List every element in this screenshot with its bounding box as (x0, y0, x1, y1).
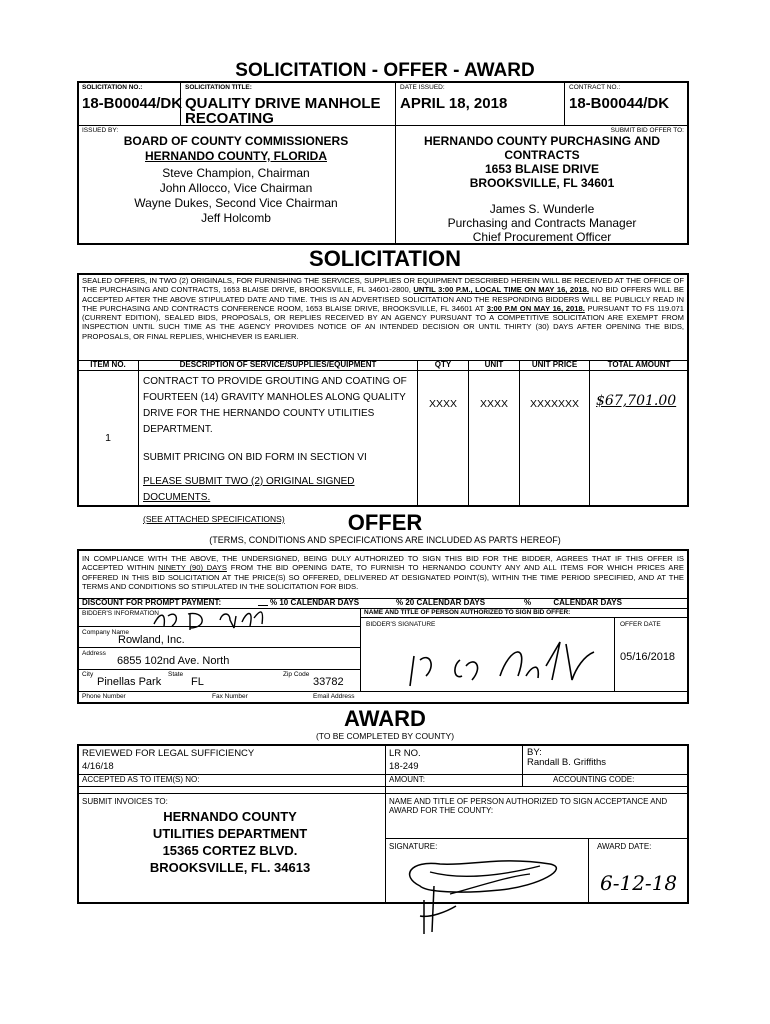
accounting-code-label: ACCOUNTING CODE: (553, 775, 635, 784)
discount-calendar-days: % CALENDAR DAYS (524, 598, 622, 607)
col-item-no: ITEM NO. (90, 360, 126, 369)
county-signature-label: SIGNATURE: (389, 842, 438, 851)
item-no: 1 (105, 432, 111, 444)
solicitation-no: 18-B00044/DK (82, 95, 183, 112)
award-date-value: 6-12-18 (600, 871, 678, 895)
desc-line-3: DRIVE FOR THE HERNANDO COUNTY UTILITIES (143, 408, 375, 419)
unit-value: XXXX (479, 398, 508, 410)
unit-price-value: XXXXXXX (529, 398, 580, 410)
col-unit: UNIT (484, 360, 504, 369)
qty-value: XXXX (428, 398, 457, 410)
discount-20-days: % 20 CALENDAR DAYS (396, 598, 486, 607)
desc-submit-pricing: SUBMIT PRICING ON BID FORM IN SECTION VI (143, 452, 367, 463)
submit-to-street: 1653 BLAISE DRIVE (484, 162, 600, 176)
solicitation-title-line2: RECOATING (185, 110, 274, 127)
contract-no: 18-B00044/DK (569, 95, 670, 112)
city-label: City (82, 671, 94, 678)
date-issued: APRIL 18, 2018 (400, 95, 508, 112)
county-signature (390, 846, 580, 936)
solicitation-terms (82, 276, 684, 341)
invoice-department: UTILITIES DEPARTMENT (152, 826, 308, 841)
total-amount-handwritten: $67,701.00 (596, 393, 677, 409)
submit-invoices-label: SUBMIT INVOICES TO: (82, 797, 168, 806)
col-qty: QTY (434, 360, 452, 369)
submit-to-manager-title: Purchasing and Contracts Manager (447, 216, 637, 230)
terms-part3: PURSUANT TO FS 119.071 (CURRENT EDITION), SEALED BIDS, PROPOSALS, OR REPLIES RECEIVED BY AN AGENCY PURSUANT TO A COMPETITIVE SOLICITATION ARE EXEMPT FROM INSPECTION UNTIL SUCH TIME AS THE AGENCY PROVIDES NOTICE OF AN INTENDED DECISION OR UNTIL THIRTY (30) DAYS AFTER OPENING THE BIDS, PROPOSALS, OR FINAL REPLIES, WHICHEVER IS EARLIER. (82, 303, 685, 341)
bidder-signature-label: BIDDER'S SIGNATURE (366, 621, 436, 628)
phone-label: Phone Number (82, 693, 126, 700)
item-description (143, 374, 415, 527)
offer-subheading: (TERMS, CONDITIONS AND SPECIFICATIONS ARE INCLUDED AS PARTS HEREOF) (209, 535, 561, 545)
legal-sufficiency-date: 4/16/18 (82, 761, 114, 772)
city-value: Pinellas Park (97, 676, 162, 688)
desc-line-1: CONTRACT TO PROVIDE GROUTING AND COATING OF (143, 376, 407, 387)
state-value: FL (191, 676, 204, 688)
solicitation-no-label: SOLICITATION NO.: (82, 84, 143, 91)
desc-submit-originals: PLEASE SUBMIT TWO (2) ORIGINAL SIGNED DOCUMENTS. (143, 476, 355, 503)
deadline-text: UNTIL 3:00 P.M., LOCAL TIME ON MAY 16, 2018. (413, 285, 589, 295)
address-value: 6855 102nd Ave. North (117, 655, 230, 667)
zip-value: 33782 (313, 676, 344, 688)
accepted-items-label: ACCEPTED AS TO ITEM(S) NO: (82, 775, 200, 784)
contract-no-label: CONTRACT NO.: (569, 84, 621, 91)
solicitation-title-label: SOLICITATION TITLE: (185, 84, 252, 91)
award-heading: AWARD (344, 706, 426, 731)
zip-label: Zip Code (283, 671, 310, 678)
county-name-title-label: NAME AND TITLE OF PERSON AUTHORIZED TO SIGN ACCEPTANCE AND AWARD FOR THE COUNTY: (389, 797, 668, 815)
offer-terms-b: FROM THE BID OPENING DATE, TO FURNISH TO HERNANDO COUNTY ANY AND ALL ITEMS FOR WHICH PRICES ARE OFFERED IN THIS BID SOLICITATION AT THE PRICE(S) SO OFFERED, DELIVERED AT DESIGNATED POINT(S), WITHIN THE TIME PERIOD SPECIFIED, AND AT THE TERMS AND CONDITIONS SO STIPULATED IN THE SOLICITATION FOR BIDS. (82, 563, 684, 591)
issuer-commissioner: Jeff Holcomb (201, 211, 271, 225)
desc-specifications: (SEE ATTACHED SPECIFICATIONS) (143, 514, 285, 524)
lr-no-label: LR NO. (389, 748, 421, 759)
bidder-info-signature (150, 606, 280, 632)
col-description: DESCRIPTION OF SERVICE/SUPPLIES/EQUIPMENT (179, 360, 377, 369)
date-issued-label: DATE ISSUED: (400, 84, 445, 91)
company-name: Rowland, Inc. (118, 634, 185, 646)
invoice-street: 15365 CORTEZ BLVD. (162, 843, 298, 858)
col-unit-price: UNIT PRICE (531, 360, 578, 369)
company-label: Company Name (82, 629, 129, 636)
submit-to-manager: James S. Wunderle (489, 202, 595, 216)
discount-label: DISCOUNT FOR PROMPT PAYMENT: (82, 598, 222, 607)
fax-label: Fax Number (212, 693, 248, 700)
award-subheading: (TO BE COMPLETED BY COUNTY) (315, 731, 455, 741)
solicitation-title-line1: QUALITY DRIVE MANHOLE (185, 95, 381, 112)
reviewed-by-name: Randall B. Griffiths (527, 757, 607, 768)
offer-terms-a: IN COMPLIANCE WITH THE ABOVE, THE UNDERSIGNED, BEING DULY AUTHORIZED TO SIGN THIS BID FOR THE BIDDER, AGREES THAT IF THIS OFFER IS ACCEPTED WITHIN (82, 554, 684, 573)
issued-by-block (96, 134, 376, 226)
issuer-vice-chairman: John Allocco, Vice Chairman (159, 181, 313, 195)
offer-date-label: OFFER DATE (620, 621, 661, 628)
bidder-name-title-label: NAME AND TITLE OF PERSON AUTHORIZED TO SIGN BID OFFER: (364, 609, 571, 616)
lr-no-value: 18-249 (389, 761, 419, 772)
desc-line-4: DEPARTMENT. (143, 424, 213, 435)
submit-to-cpo: Chief Procurement Officer (472, 230, 612, 244)
submit-to-block (400, 134, 684, 244)
offer-terms (82, 554, 684, 591)
terms-part1: SEALED OFFERS, IN TWO (2) ORIGINALS, FOR FURNISHING THE SERVICES, SUPPLIES OR EQUIPMENT DESCRIBED HEREIN WILL BE RECEIVED AT THE OFFICE OF THE PURCHASING AND CONTRACTS, 1653 BLAISE DRIVE, BROOKSVILLE, FL 34601-2800, (82, 276, 684, 295)
email-label: Email Address (313, 693, 355, 700)
legal-sufficiency-label: REVIEWED FOR LEGAL SUFFICIENCY (82, 748, 255, 759)
discount-10-days: % 10 CALENDAR DAYS (270, 598, 360, 607)
offer-ninety-days: NINETY (90) DAYS (157, 563, 227, 573)
col-total-amount: TOTAL AMOUNT (607, 360, 671, 369)
bidder-signature (400, 636, 600, 692)
reviewed-by-label: BY: (527, 747, 542, 758)
terms-part2: NO BID OFFERS WILL BE ACCEPTED AFTER THE ABOVE STIPULATED DATE AND TIME. THIS IS AN ADVERTISED SOLICITATION AND THE RESPONDING BIDDERS WILL BE PUBLICLY READ IN THE PURCHASING AND CONTRACTS CONFERENCE ROOM, 1653 BLAISE DRIVE, BROOKSVILLE, FL 34601 AT (82, 285, 684, 313)
submit-to-contracts: CONTRACTS (504, 148, 580, 162)
bidder-info-label: BIDDER'S INFORMATION (82, 610, 159, 617)
issued-by-label: ISSUED BY: (82, 127, 119, 134)
issuer-board: BOARD OF COUNTY COMMISSIONERS (123, 134, 349, 148)
address-label: Address (82, 650, 106, 657)
state-label: State (168, 671, 184, 678)
submit-to-dept: HERNANDO COUNTY PURCHASING AND (423, 134, 660, 148)
solicitation-heading: SOLICITATION (309, 246, 461, 271)
offer-heading: OFFER (347, 510, 423, 535)
issuer-second-vice-chairman: Wayne Dukes, Second Vice Chairman (134, 196, 338, 210)
desc-line-2: FOURTEEN (14) GRAVITY MANHOLES ALONG QUALITY (143, 392, 406, 403)
submit-to-label: SUBMIT BID OFFER TO: (610, 127, 684, 134)
invoice-county: HERNANDO COUNTY (163, 809, 297, 824)
invoice-city: BROOKSVILLE, FL. 34613 (149, 860, 311, 875)
issuer-chairman: Steve Champion, Chairman (162, 166, 310, 180)
award-date-label: AWARD DATE: (597, 842, 652, 851)
opening-time: 3:00 P.M ON MAY 16, 2018. (486, 303, 585, 313)
amount-label: AMOUNT: (389, 775, 425, 784)
submit-to-city: BROOKSVILLE, FL 34601 (469, 176, 615, 190)
invoice-address (100, 808, 360, 876)
offer-date-value: 05/16/2018 (620, 651, 676, 663)
issuer-county: HERNANDO COUNTY, FLORIDA (145, 149, 327, 163)
form-title: SOLICITATION - OFFER - AWARD (235, 60, 535, 81)
